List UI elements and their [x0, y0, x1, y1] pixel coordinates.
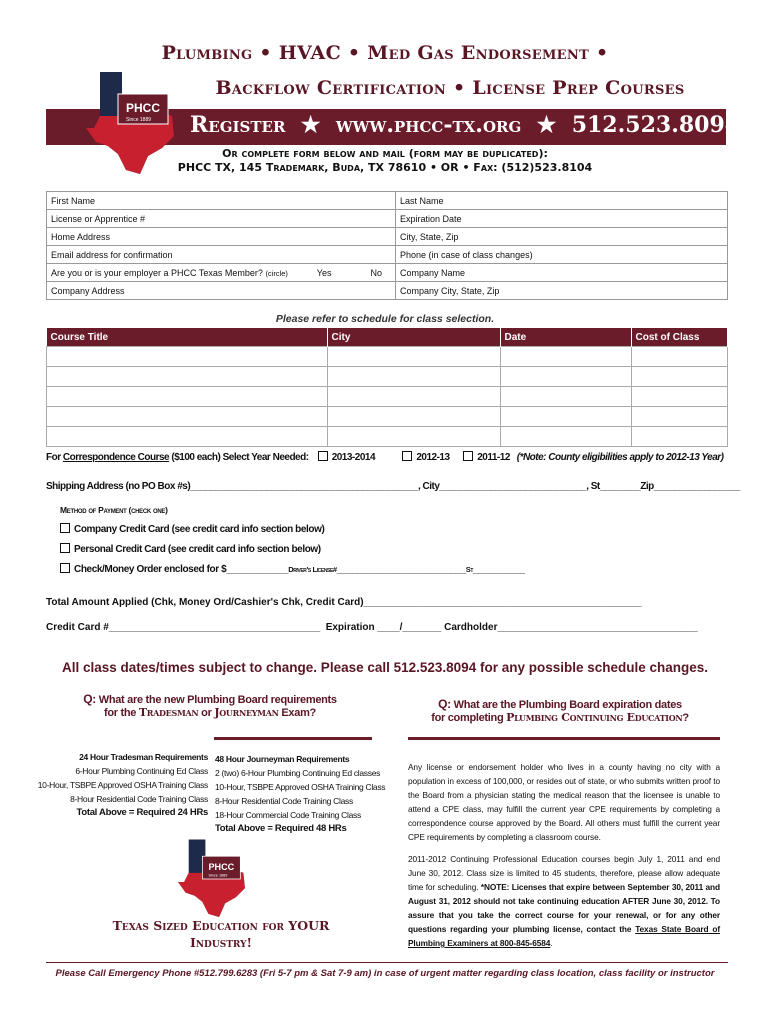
- phone-field[interactable]: Phone (in case of class changes): [396, 246, 728, 264]
- star-icon: ★: [528, 112, 565, 138]
- county-note: (*Note: County eligibilities apply to 2012-13 Year): [516, 452, 724, 463]
- banner-text: [190, 112, 740, 138]
- table-row: [47, 367, 728, 387]
- logo-text: PHCC: [126, 101, 161, 115]
- phone-number: 512.523.8094: [571, 112, 741, 138]
- correspondence-link[interactable]: Correspondence Course: [62, 452, 170, 463]
- payment-company-cc[interactable]: Company Credit Card (see credit card info section below): [60, 523, 324, 535]
- payment-personal-cc[interactable]: Personal Credit Card (see credit card info section below): [60, 543, 321, 555]
- email-field[interactable]: Email address for confirmation: [47, 246, 396, 264]
- company-address-field[interactable]: Company Address: [47, 282, 396, 300]
- tagline: Texas Sized Education for YOUR Industry!: [112, 918, 330, 950]
- col-city: City: [327, 328, 500, 347]
- mail-address: PHCC TX, 145 Trademark, Buda, TX 78610 • OR • Fax: (512)523.8104: [177, 161, 593, 174]
- website-link[interactable]: www.phcc-tx.org: [335, 112, 522, 138]
- course-table: [46, 328, 728, 447]
- table-row: [47, 407, 728, 427]
- company-city-field[interactable]: Company City, State, Zip: [396, 282, 728, 300]
- checkbox-2011[interactable]: [463, 451, 473, 461]
- divider: [214, 737, 372, 740]
- journeyman-requirements: 48 Hour Journeyman Requirements 2 (two) 6-Hour Plumbing Continuing Ed classes 10-Hour, TSBPE Approved OSHA Training Class 8-Hour Residential Code Training Class 18-Hour Commercial Code Training Class Total Above = Required 48 HRs: [215, 754, 386, 834]
- total-amount-line[interactable]: Total Amount Applied (Chk, Money Ord/Cashier's Chk, Credit Card)__________________________________________________: [46, 597, 642, 608]
- payment-check[interactable]: Check/Money Order enclosed for $____________Driver's License#_________________________St__________: [60, 563, 525, 575]
- no-option[interactable]: No: [370, 267, 383, 278]
- registration-form: [46, 191, 728, 300]
- star-icon: ★: [293, 112, 329, 138]
- city-state-zip-field[interactable]: City, State, Zip: [396, 228, 728, 246]
- checkbox-2012[interactable]: [402, 451, 412, 461]
- shipping-line[interactable]: Shipping Address (no PO Box #s)_____________________________________________, City_____________________________, St________Zip_________________: [46, 481, 740, 492]
- phcc-texas-logo-bottom: [168, 838, 258, 920]
- table-row: [47, 347, 728, 367]
- col-cost: Cost of Class: [631, 328, 728, 347]
- header-line-1: Plumbing • HVAC • Med Gas Endorsement •: [161, 42, 609, 64]
- checkbox-2013[interactable]: [318, 451, 328, 461]
- last-name-field[interactable]: Last Name: [396, 192, 728, 210]
- home-address-field[interactable]: Home Address: [47, 228, 396, 246]
- license-field[interactable]: License or Apprentice #: [47, 210, 396, 228]
- svg-text:PHCC: PHCC: [208, 861, 235, 872]
- table-row: [47, 387, 728, 407]
- header-line-2: Backflow Certification • License Prep Courses: [215, 77, 685, 99]
- svg-text:Since 1889: Since 1889: [208, 873, 228, 878]
- schedule-note: Please refer to schedule for class selection.: [275, 313, 495, 325]
- expiration-field[interactable]: Expiration Date: [396, 210, 728, 228]
- cpe-paragraph: 2011-2012 Continuing Professional Education courses begin July 1, 2011 and end June 30, 2012. Class size is limited to 45 students, therefore, please allow adequate time for scheduling. *NOTE: Licenses that expire between September 30, 2011 and August 31, 2012 should not take continuing education AFTER June 30, 2012. To assure that you take the correct course for your renewal, or for any other questions regarding your plumbing license, contact the Texas State Board of Plumbing Examiners at 800-845-6584.: [408, 854, 720, 948]
- mail-instructions: Or complete form below and mail (form may be duplicated):: [222, 147, 548, 160]
- credit-card-line[interactable]: Credit Card #______________________________________ Expiration ____/_______ Cardholder____________________________________: [46, 622, 698, 633]
- payment-title: Method of Payment (check one): [60, 505, 168, 515]
- footer-rule: [46, 962, 728, 963]
- logo-since: Since 1889: [126, 117, 152, 123]
- tradesman-requirements: 24 Hour Tradesman Requirements 6-Hour Plumbing Continuing Ed Class 10-Hour, TSBPE Approved OSHA Training Class 8-Hour Residential Code Training Class Total Above = Required 24 HRs: [37, 752, 208, 818]
- first-name-field[interactable]: First Name: [47, 192, 396, 210]
- checkbox-icon: [60, 523, 70, 533]
- question-tradesman: Q: What are the new Plumbing Board requirements for the Tradesman or Journeyman Exam?: [83, 692, 337, 719]
- checkbox-icon: [60, 563, 70, 573]
- register-label: Register: [190, 112, 286, 138]
- company-name-field[interactable]: Company Name: [396, 264, 728, 282]
- divider: [408, 737, 720, 740]
- table-row: [47, 427, 728, 447]
- question-expiration: Q: What are the Plumbing Board expiration dates for completing Plumbing Continuing Education?: [431, 697, 689, 724]
- col-date: Date: [500, 328, 631, 347]
- col-course-title: Course Title: [47, 328, 328, 347]
- yes-option[interactable]: Yes: [316, 267, 332, 278]
- correspondence-line: For Correspondence Course ($100 each) Select Year Needed: 2013-2014 2012-13 2011-12 (*Note: County eligibilities apply to 2012-13 Year): [46, 452, 724, 463]
- member-question: Are you or is your employer a PHCC Texas Member? (circle) Yes No: [47, 264, 396, 282]
- emergency-footer: Please Call Emergency Phone #512.799.6283 (Fri 5-7 pm & Sat 7-9 am) in case of urgent matter regarding class location, class facility or instructor: [55, 968, 715, 979]
- schedule-change-notice: All class dates/times subject to change. Please call 512.523.8094 for any possible schedule changes.: [61, 660, 709, 675]
- correspondence-paragraph: Any license or endorsement holder who lives in a county having no city with a population in excess of 100,000, or resides out of state, or who submits written proof to the Board from a physician stating the medical reason that the licensee is unable to attend a CPE class, may fulfill the current year CPE requirements by completing a correspondence course approved by the Board. All others must fulfill the current year CPE requirements by completing a classroom course.: [408, 762, 720, 842]
- checkbox-icon: [60, 543, 70, 553]
- board-contact-link[interactable]: Texas State Board of Plumbing Examiners at 800-845-6584: [408, 924, 720, 948]
